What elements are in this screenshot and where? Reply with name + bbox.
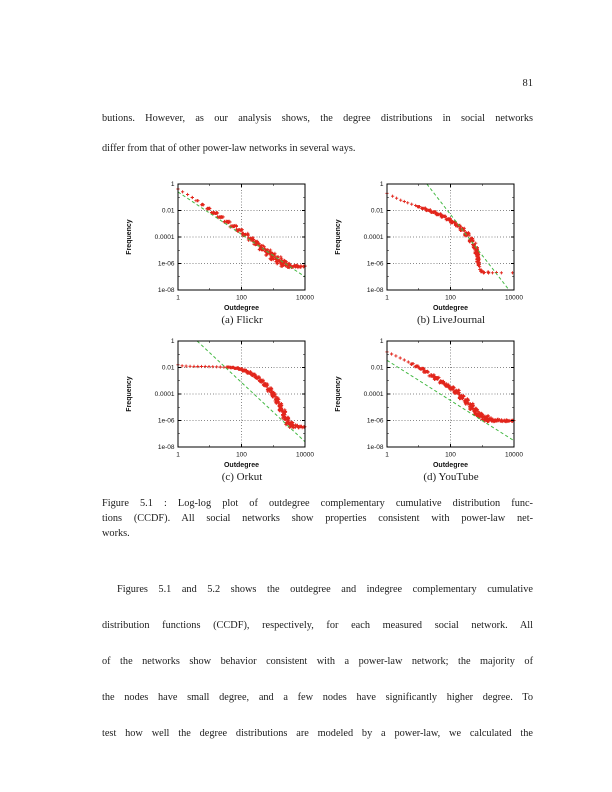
plot-panel-livejournal <box>329 176 529 334</box>
svg-text:1: 1 <box>379 338 384 346</box>
text-line: test how well the degree distributions are modeled by a power-law, we calculated the <box>102 728 533 739</box>
plot-svg-d <box>329 333 529 471</box>
svg-text:1e-06: 1e-06 <box>157 260 175 268</box>
svg-text:1e-08: 1e-08 <box>157 444 175 452</box>
svg-text:100: 100 <box>445 451 456 459</box>
plot-panel-orkut <box>120 333 320 491</box>
svg-text:1e-06: 1e-06 <box>157 417 175 425</box>
svg-text:1: 1 <box>379 181 384 189</box>
gridlines <box>387 341 514 447</box>
svg-text:10000: 10000 <box>504 451 524 459</box>
svg-text:1: 1 <box>176 294 180 302</box>
plot-svg-a <box>120 176 320 314</box>
text-line: Figures 5.1 and 5.2 shows the outdegree and indegree complementary cumulative <box>117 584 533 595</box>
svg-text:1: 1 <box>176 451 180 459</box>
svg-text:1: 1 <box>385 294 389 302</box>
plot-svg-c <box>120 333 320 471</box>
svg-text:0.01: 0.01 <box>161 364 175 372</box>
svg-text:10000: 10000 <box>295 294 315 302</box>
text-line: Figure 5.1 : Log-log plot of outdegree complementary cumulative distribution func- <box>102 498 533 509</box>
data-points <box>385 192 514 275</box>
svg-text:0.0001: 0.0001 <box>363 391 384 399</box>
text-line: the nodes have small degree, and a few nodes have significantly higher degree. To <box>102 692 533 703</box>
svg-text:1e-08: 1e-08 <box>366 287 384 295</box>
plot-panel-youtube <box>329 333 529 491</box>
text-line: of the networks show behavior consistent with a power-law network; the majority of <box>102 656 533 667</box>
gridlines <box>178 341 305 447</box>
plot-caption-b: (b) LiveJournal <box>416 314 486 326</box>
x-axis-label: Outdegree <box>223 462 260 469</box>
page-number: 81 <box>522 78 533 89</box>
svg-text:1e-06: 1e-06 <box>366 417 384 425</box>
fit-line <box>427 184 509 290</box>
y-axis-label: Frequency <box>126 376 133 412</box>
gridlines <box>387 184 514 290</box>
text-line: tions (CCDF). All social networks show properties consistent with power-law net- <box>102 513 533 524</box>
svg-text:1e-08: 1e-08 <box>366 444 384 452</box>
x-axis-label: Outdegree <box>223 305 260 312</box>
svg-text:10000: 10000 <box>295 451 315 459</box>
x-tick-labels <box>385 295 523 302</box>
x-tick-labels <box>176 452 314 459</box>
y-tick-labels <box>155 338 175 451</box>
body-paragraph <box>102 572 533 752</box>
x-axis-label: Outdegree <box>432 305 469 312</box>
plot-svg-b <box>329 176 529 314</box>
plot-caption-a: (a) Flickr <box>221 314 263 326</box>
svg-text:1e-08: 1e-08 <box>157 287 175 295</box>
plot-caption-c: (c) Orkut <box>221 471 263 483</box>
y-tick-labels <box>155 181 175 294</box>
figure-caption <box>102 496 533 541</box>
svg-text:1: 1 <box>170 181 175 189</box>
svg-text:0.0001: 0.0001 <box>363 234 384 242</box>
text-line: distribution functions (CCDF), respectively, for each measured social network. All <box>102 620 533 631</box>
x-axis-label: Outdegree <box>432 462 469 469</box>
y-tick-labels <box>364 338 384 451</box>
svg-text:10000: 10000 <box>504 294 524 302</box>
y-axis-label: Frequency <box>335 219 342 255</box>
y-axis-label: Frequency <box>335 376 342 412</box>
fit-line <box>197 341 305 442</box>
svg-text:0.01: 0.01 <box>370 207 384 215</box>
svg-text:1: 1 <box>170 338 175 346</box>
svg-text:1e-06: 1e-06 <box>366 260 384 268</box>
svg-text:1: 1 <box>385 451 389 459</box>
plot-caption-d: (d) YouTube <box>423 471 479 483</box>
y-tick-labels <box>364 181 384 294</box>
x-tick-labels <box>176 295 314 302</box>
text-line: butions. However, as our analysis shows, the degree distributions in social networks <box>102 113 533 124</box>
intro-paragraph <box>102 104 533 164</box>
svg-text:100: 100 <box>236 294 247 302</box>
text-line: works. <box>102 528 130 539</box>
svg-text:100: 100 <box>445 294 456 302</box>
text-line: differ from that of other power-law networks in several ways. <box>102 143 356 154</box>
svg-text:0.01: 0.01 <box>370 364 384 372</box>
x-tick-labels <box>385 452 523 459</box>
svg-text:0.0001: 0.0001 <box>154 391 175 399</box>
data-points <box>385 350 515 423</box>
svg-text:0.01: 0.01 <box>161 207 175 215</box>
plot-panel-flickr <box>120 176 320 334</box>
y-axis-label: Frequency <box>126 219 133 255</box>
svg-text:0.0001: 0.0001 <box>154 234 175 242</box>
svg-text:100: 100 <box>236 451 247 459</box>
